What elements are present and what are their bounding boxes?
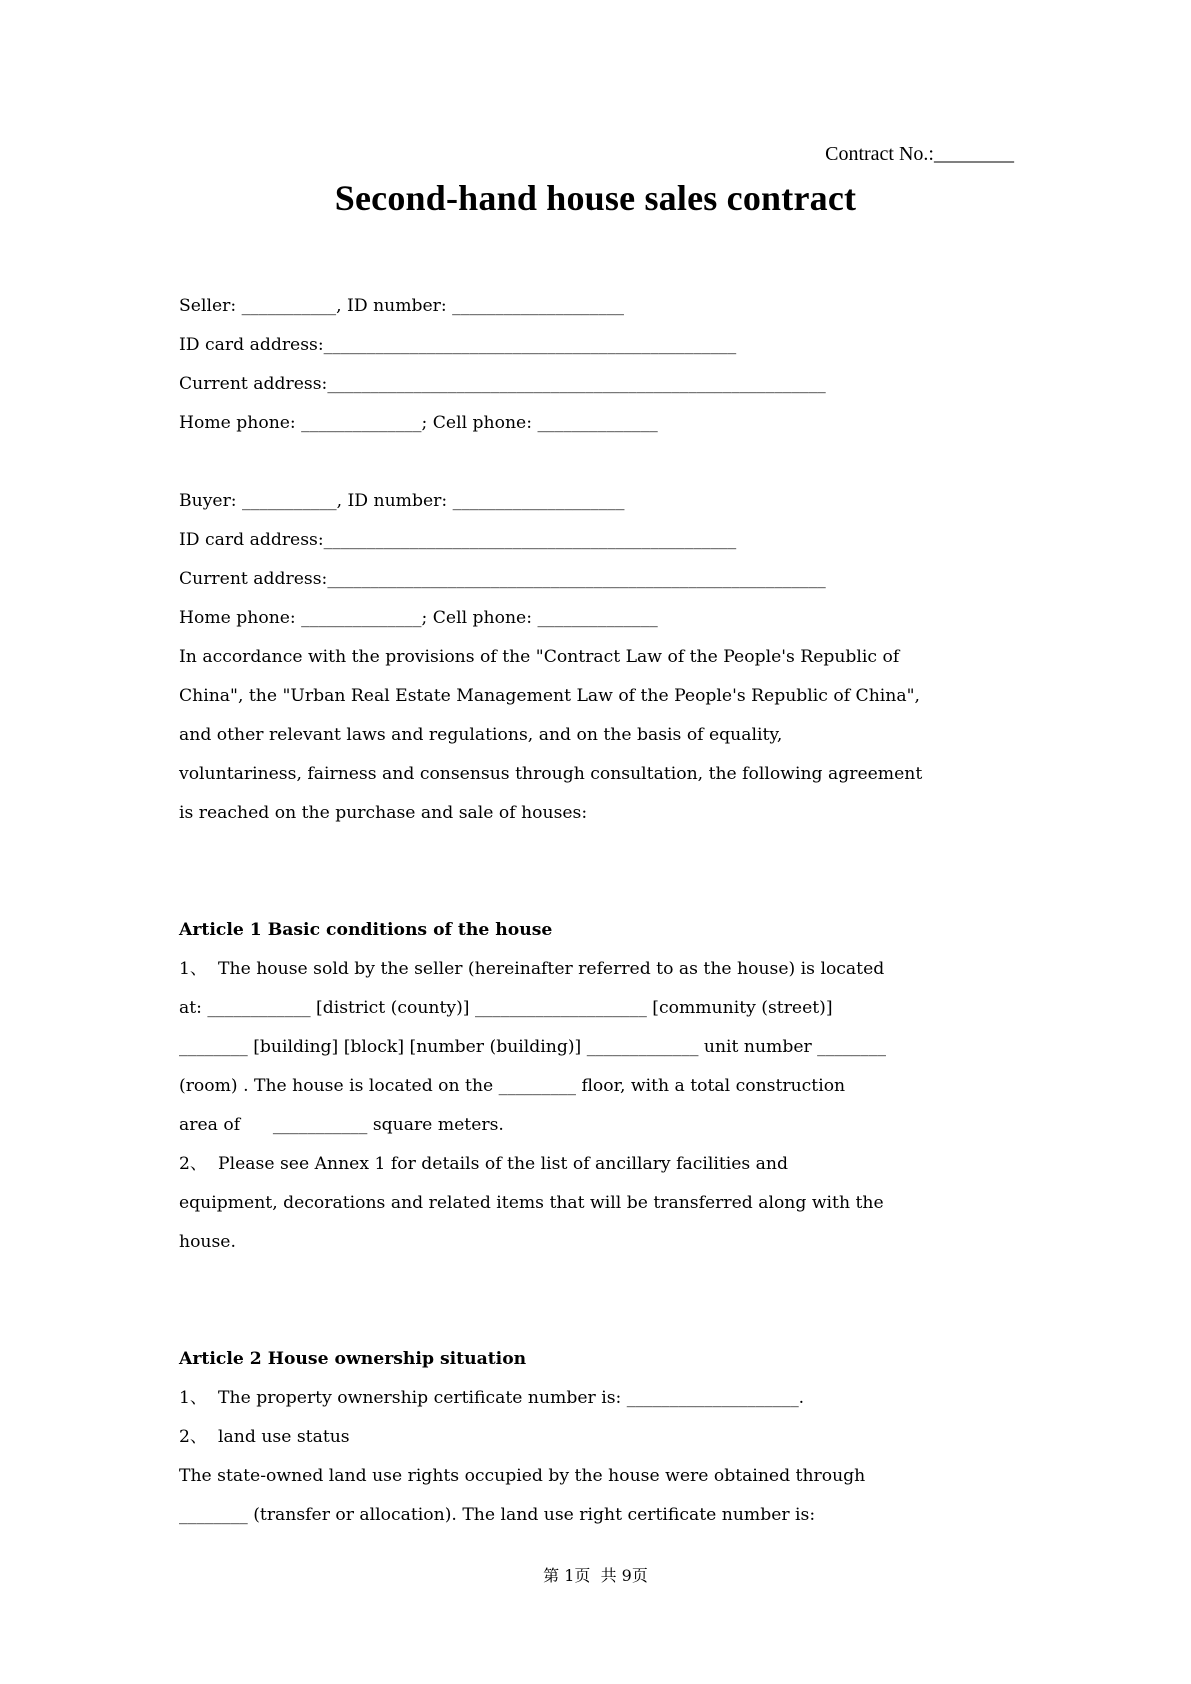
buyer-current-address-line: Current address:__________________________________________________________ (179, 569, 826, 589)
article-2-line: 1、 The property ownership certificate number is: ____________________. (179, 1388, 805, 1408)
document-title: Second-hand house sales contract (334, 178, 857, 218)
article-1-line: at: ____________ [district (county)] ____________________ [community (street)] (179, 998, 833, 1018)
buyer-phone-line: Home phone: ______________; Cell phone: ______________ (179, 608, 658, 628)
buyer-name-line: Buyer: ___________, ID number: ____________________ (179, 491, 625, 511)
seller-current-address-line: Current address:__________________________________________________________ (179, 374, 826, 394)
preamble-line: voluntariness, fairness and consensus through consultation, the following agreement (179, 764, 923, 784)
article-1-heading: Article 1 Basic conditions of the house (179, 920, 553, 940)
spacer (179, 1262, 1029, 1340)
article-1-line: equipment, decorations and related items that will be transferred along with the (179, 1193, 884, 1213)
buyer-id-address-line: ID card address:________________________________________________ (179, 530, 737, 550)
article-1-line: ________ [building] [block] [number (building)] _____________ unit number ________ (179, 1037, 886, 1057)
article-1-line: 1、 The house sold by the seller (hereinafter referred to as the house) is located (179, 959, 885, 979)
document-body (179, 287, 1029, 1535)
preamble-line: is reached on the purchase and sale of houses: (179, 803, 588, 823)
article-1-line: (room) . The house is located on the _________ floor, with a total construction (179, 1076, 846, 1096)
page-footer: 第 1页 共 9页 (543, 1566, 648, 1585)
preamble-line: and other relevant laws and regulations, and on the basis of equality, (179, 725, 783, 745)
preamble-line: China", the "Urban Real Estate Management Law of the People's Republic of China", (179, 686, 920, 706)
article-2-line: 2、 land use status (179, 1427, 350, 1447)
article-1-line: house. (179, 1232, 236, 1252)
article-2-line: The state-owned land use rights occupied by the house were obtained through (179, 1466, 866, 1486)
seller-name-line: Seller: ___________, ID number: ____________________ (179, 296, 625, 316)
article-1-line: area of ___________ square meters. (179, 1115, 504, 1135)
article-1-line: 2、 Please see Annex 1 for details of the list of ancillary facilities and (179, 1154, 788, 1174)
spacer (179, 833, 1029, 911)
article-2-heading: Article 2 House ownership situation (179, 1349, 527, 1369)
seller-id-address-line: ID card address:________________________________________________ (179, 335, 737, 355)
seller-phone-line: Home phone: ______________; Cell phone: ______________ (179, 413, 658, 433)
contract-number: Contract No.:________ (825, 143, 1014, 165)
spacer (179, 443, 1029, 482)
article-2-line: ________ (transfer or allocation). The land use right certificate number is: (179, 1505, 816, 1525)
preamble-line: In accordance with the provisions of the "Contract Law of the People's Republic of (179, 647, 900, 667)
